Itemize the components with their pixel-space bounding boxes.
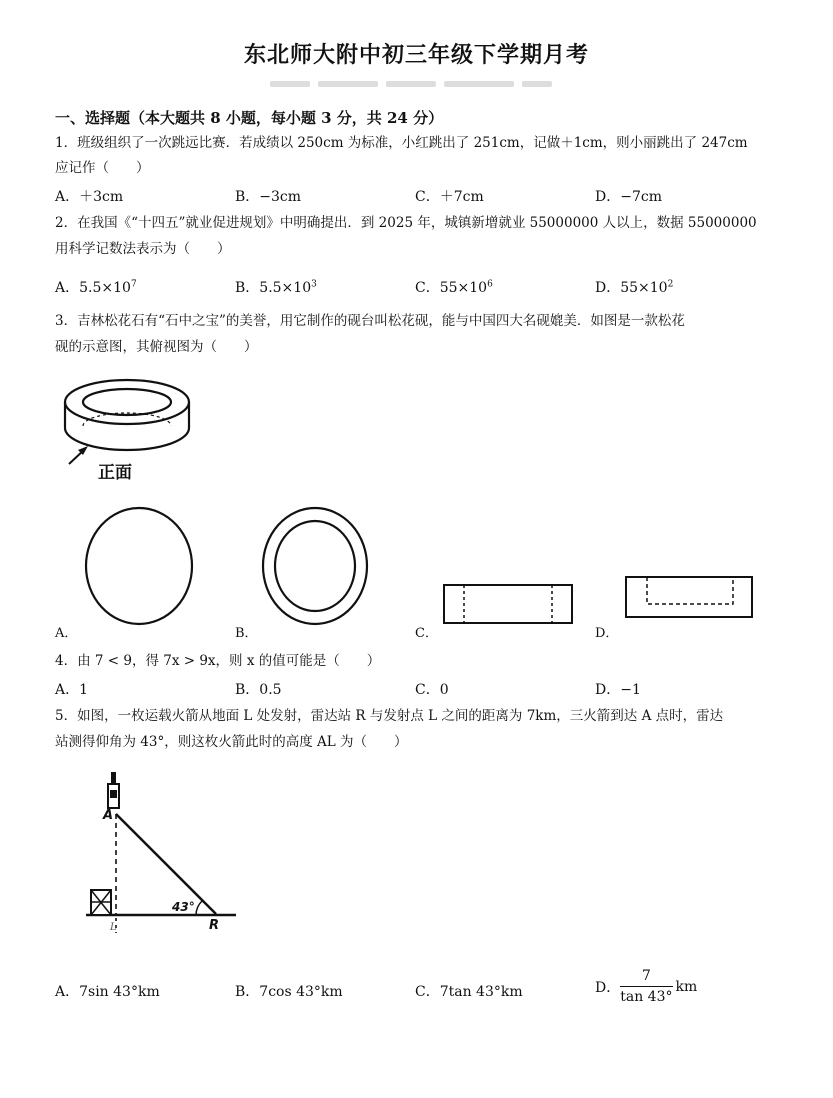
q1-option-a[interactable]: A．＋3cm (55, 189, 124, 205)
q3-option-b[interactable]: B． (235, 626, 258, 641)
q3-option-c[interactable]: C． (415, 626, 438, 641)
q4-option-b[interactable]: B．0.5 (235, 682, 282, 698)
q4-option-a[interactable]: A．1 (55, 682, 89, 698)
q5-label-a: A (103, 808, 114, 823)
q1-option-c[interactable]: C．＋7cm (415, 189, 484, 205)
q3-option-a[interactable]: A． (55, 626, 78, 641)
q4-option-d[interactable]: D．−1 (595, 682, 641, 698)
q5-label-l: L (110, 922, 117, 933)
q2-option-c[interactable]: C．$55\times 10^6$ (415, 279, 493, 296)
q3-option-d[interactable]: D． (595, 626, 619, 641)
q3-option-a-figure (82, 505, 196, 627)
q5-option-c[interactable]: C．7tan 43°km (415, 984, 523, 1000)
q5-rocket-figure (78, 768, 243, 938)
q3-option-b-figure (260, 505, 370, 627)
q2-text-line2: 用科学记数法表示为（ ） (55, 241, 231, 257)
q5-option-d[interactable]: D． $\frac{7}{\tan 43^\circ}$ km (595, 968, 698, 1005)
q3-front-label: 正面 (98, 463, 132, 483)
subtitle-redacted (270, 72, 560, 80)
q2-text-line1: 2．在我国《“十四五”就业促进规划》中明确提出．到 2025 年，城镇新增就业 55000000 人以上，数据 55000000 (55, 215, 757, 231)
q5-option-b[interactable]: B．7cos 43°km (235, 984, 343, 1000)
q5-text-line2: 站测得仰角为 43°，则这枚火箭此时的高度 AL 为（ ） (55, 734, 408, 750)
q5-option-d-fraction: $\frac{7}{\tan 43^\circ}$ (620, 968, 673, 1005)
rocket-icon (108, 772, 119, 808)
q5-option-a[interactable]: A．7sin 43°km (55, 984, 160, 1000)
q2-option-d[interactable]: D．$55\times 10^2$ (595, 279, 674, 296)
q2-option-b[interactable]: B．$5.5\times 10^3$ (235, 279, 317, 296)
q4-option-c[interactable]: C．0 (415, 682, 449, 698)
q1-text-line2: 应记作（ ） (55, 160, 150, 176)
q1-text-line1: 1．班级组织了一次跳远比赛．若成绩以 250cm 为标准，小红跳出了 251cm，记做＋1cm，则小丽跳出了 247cm (55, 135, 748, 151)
q3-text-line1: 3．吉林松花石有“石中之宝”的美誉，用它制作的砚台叫松花砚，能与中国四大名砚媲美．如图是一款松花 (55, 313, 685, 329)
q3-option-d-figure (623, 574, 755, 620)
q2-option-a[interactable]: A．$5.5\times 10^7$ (55, 279, 137, 296)
q5-angle-label: 43° (172, 900, 195, 914)
page-title: 东北师大附中初三年级下学期月考 (243, 43, 589, 68)
launch-tower-icon (91, 890, 111, 915)
q3-text-line2: 砚的示意图，其俯视图为（ ） (55, 339, 258, 355)
q3-option-c-figure (442, 582, 574, 626)
section-heading: 一、选择题（本大题共 8 小题，每小题 3 分，共 24 分） (55, 109, 444, 127)
q5-label-r: R (209, 918, 220, 933)
q4-text-line1: 4．由 7 < 9，得 7x > 9x，则 x 的值可能是（ ） (55, 653, 381, 669)
q1-option-d[interactable]: D．−7cm (595, 189, 662, 205)
q5-text-line1: 5．如图，一枚运载火箭从地面 L 处发射，雷达站 R 与发射点 L 之间的距离为 7km，三火箭到达 A 点时，雷达 (55, 708, 724, 724)
q1-option-b[interactable]: B．−3cm (235, 189, 302, 205)
